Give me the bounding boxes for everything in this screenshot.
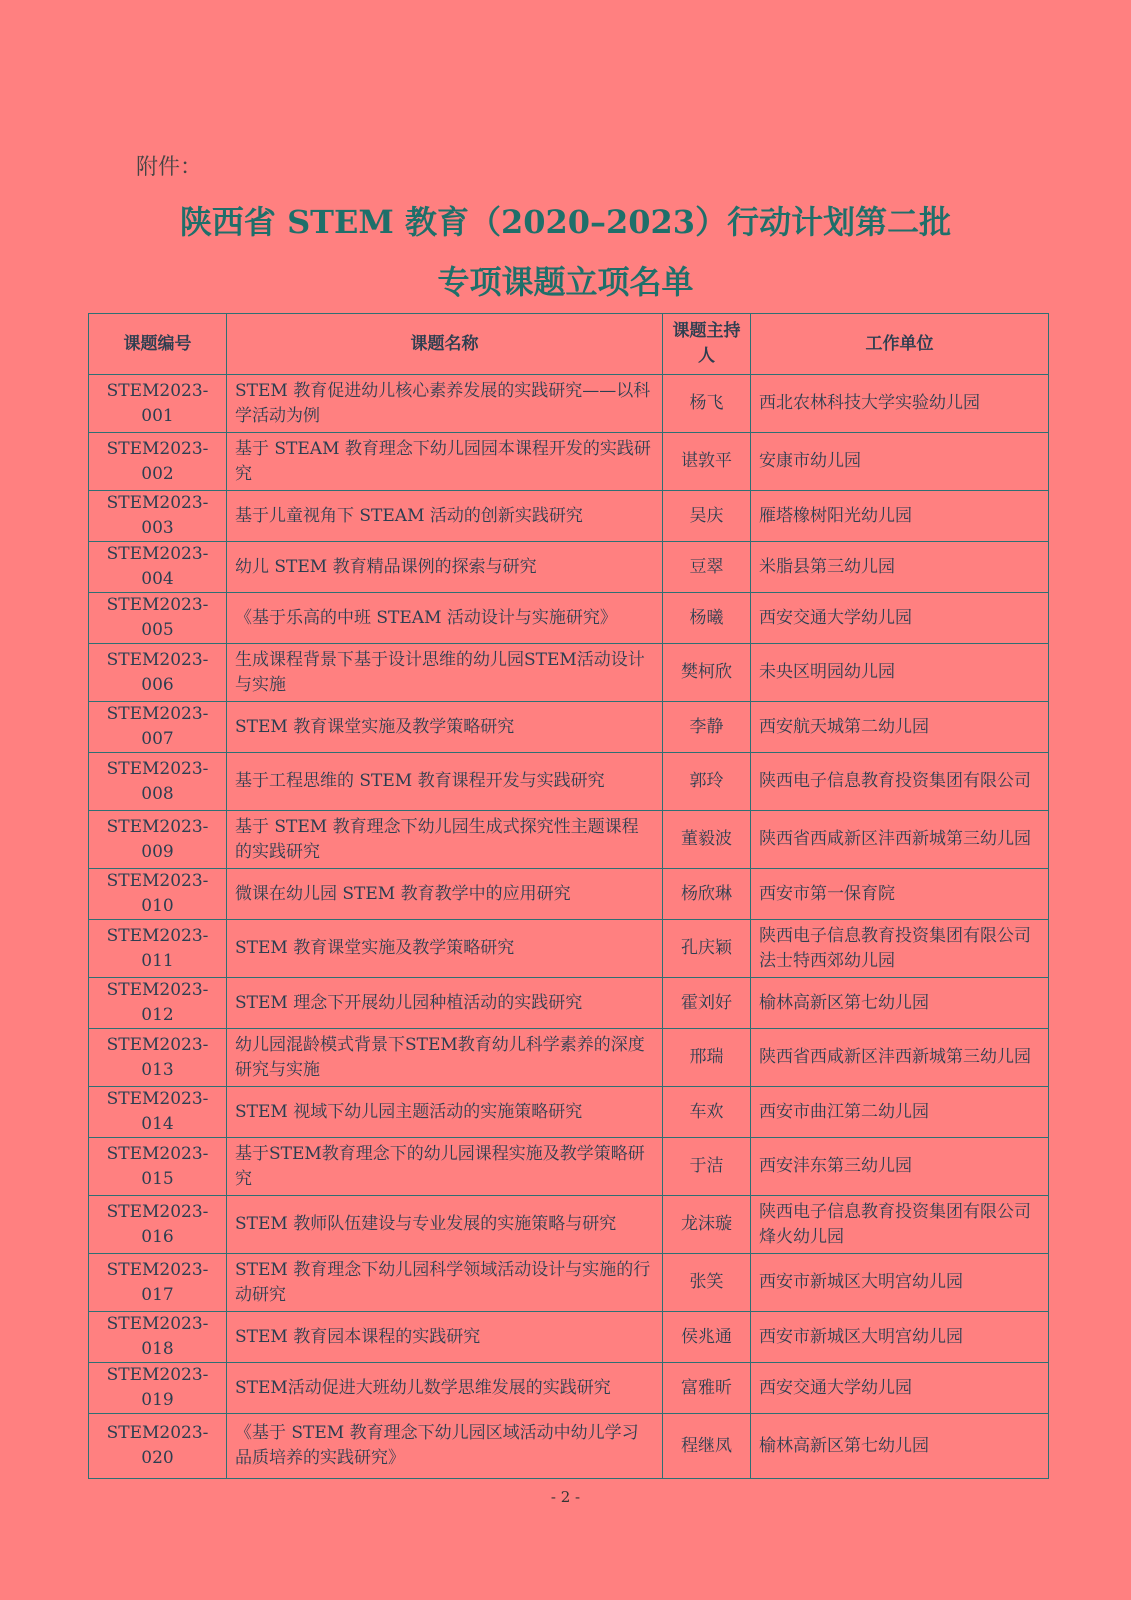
cell-host: 杨欣琳 — [663, 869, 751, 920]
cell-unit: 西安交通大学幼儿园 — [751, 593, 1049, 644]
cell-code: STEM2023-013 — [89, 1029, 227, 1087]
cell-host: 李静 — [663, 702, 751, 753]
cell-code: STEM2023-010 — [89, 869, 227, 920]
cell-unit: 米脂县第三幼儿园 — [751, 542, 1049, 593]
cell-host: 邢瑞 — [663, 1029, 751, 1087]
table-row — [89, 491, 1049, 542]
table-row — [89, 1196, 1049, 1254]
cell-host: 董毅波 — [663, 811, 751, 869]
cell-code: STEM2023-003 — [89, 491, 227, 542]
header-host: 课题主持人 — [663, 314, 751, 375]
table-row — [89, 811, 1049, 869]
table-row — [89, 920, 1049, 978]
cell-name: STEM 教育课堂实施及教学策略研究 — [227, 702, 663, 753]
cell-name: STEM 教育课堂实施及教学策略研究 — [227, 920, 663, 978]
cell-unit: 西安航天城第二幼儿园 — [751, 702, 1049, 753]
cell-code: STEM2023-011 — [89, 920, 227, 978]
cell-unit: 西安交通大学幼儿园 — [751, 1363, 1049, 1414]
cell-name: STEM 教师队伍建设与专业发展的实施策略与研究 — [227, 1196, 663, 1254]
table-row — [89, 1138, 1049, 1196]
cell-unit: 雁塔橡树阳光幼儿园 — [751, 491, 1049, 542]
cell-code: STEM2023-012 — [89, 978, 227, 1029]
cell-name: STEM 教育促进幼儿核心素养发展的实践研究——以科学活动为例 — [227, 375, 663, 433]
table-row — [89, 978, 1049, 1029]
cell-name: 基于 STEM 教育理念下幼儿园生成式探究性主题课程的实践研究 — [227, 811, 663, 869]
attachment-label: 附件： — [136, 155, 203, 180]
cell-host: 谌敦平 — [663, 433, 751, 491]
cell-name: STEM 教育理念下幼儿园科学领域活动设计与实施的行动研究 — [227, 1254, 663, 1312]
cell-host: 程继凤 — [663, 1414, 751, 1479]
cell-code: STEM2023-004 — [89, 542, 227, 593]
header-unit: 工作单位 — [751, 314, 1049, 375]
cell-host: 霍刘好 — [663, 978, 751, 1029]
cell-host: 郭玲 — [663, 753, 751, 811]
cell-host: 杨曦 — [663, 593, 751, 644]
cell-name: 基于 STEAM 教育理念下幼儿园园本课程开发的实践研究 — [227, 433, 663, 491]
table-row — [89, 644, 1049, 702]
cell-unit: 陕西省西咸新区沣西新城第三幼儿园 — [751, 811, 1049, 869]
page-number: - 2 - — [550, 1488, 581, 1506]
cell-code: STEM2023-007 — [89, 702, 227, 753]
cell-host: 车欢 — [663, 1087, 751, 1138]
cell-name: STEM活动促进大班幼儿数学思维发展的实践研究 — [227, 1363, 663, 1414]
cell-host: 张笑 — [663, 1254, 751, 1312]
table-row — [89, 1414, 1049, 1479]
cell-host: 豆翠 — [663, 542, 751, 593]
cell-code: STEM2023-008 — [89, 753, 227, 811]
cell-code: STEM2023-015 — [89, 1138, 227, 1196]
table-row — [89, 593, 1049, 644]
cell-code: STEM2023-001 — [89, 375, 227, 433]
cell-host: 于洁 — [663, 1138, 751, 1196]
cell-name: STEM 视域下幼儿园主题活动的实施策略研究 — [227, 1087, 663, 1138]
cell-code: STEM2023-006 — [89, 644, 227, 702]
cell-unit: 陕西省西咸新区沣西新城第三幼儿园 — [751, 1029, 1049, 1087]
table-row — [89, 1254, 1049, 1312]
cell-host: 杨飞 — [663, 375, 751, 433]
table-row — [89, 869, 1049, 920]
cell-name: 《基于 STEM 教育理念下幼儿园区域活动中幼儿学习品质培养的实践研究》 — [227, 1414, 663, 1479]
table-row — [89, 542, 1049, 593]
header-code: 课题编号 — [89, 314, 227, 375]
table-header-row — [89, 314, 1049, 375]
cell-code: STEM2023-017 — [89, 1254, 227, 1312]
cell-unit: 陕西电子信息教育投资集团有限公司烽火幼儿园 — [751, 1196, 1049, 1254]
cell-code: STEM2023-009 — [89, 811, 227, 869]
cell-code: STEM2023-020 — [89, 1414, 227, 1479]
cell-name: 幼儿 STEM 教育精品课例的探索与研究 — [227, 542, 663, 593]
cell-unit: 陕西电子信息教育投资集团有限公司 — [751, 753, 1049, 811]
cell-unit: 西安市新城区大明宫幼儿园 — [751, 1254, 1049, 1312]
cell-code: STEM2023-019 — [89, 1363, 227, 1414]
cell-unit: 西安市新城区大明宫幼儿园 — [751, 1312, 1049, 1363]
cell-unit: 西安市曲江第二幼儿园 — [751, 1087, 1049, 1138]
table-row — [89, 375, 1049, 433]
cell-unit: 西安沣东第三幼儿园 — [751, 1138, 1049, 1196]
cell-unit: 安康市幼儿园 — [751, 433, 1049, 491]
cell-name: 幼儿园混龄模式背景下STEM教育幼儿科学素养的深度研究与实施 — [227, 1029, 663, 1087]
cell-unit: 西安市第一保育院 — [751, 869, 1049, 920]
cell-unit: 西北农林科技大学实验幼儿园 — [751, 375, 1049, 433]
cell-unit: 未央区明园幼儿园 — [751, 644, 1049, 702]
cell-name: STEM 理念下开展幼儿园种植活动的实践研究 — [227, 978, 663, 1029]
table-row — [89, 702, 1049, 753]
header-name: 课题名称 — [227, 314, 663, 375]
table-row — [89, 1363, 1049, 1414]
cell-name: 微课在幼儿园 STEM 教育教学中的应用研究 — [227, 869, 663, 920]
cell-name: 生成课程背景下基于设计思维的幼儿园STEM活动设计与实施 — [227, 644, 663, 702]
cell-code: STEM2023-016 — [89, 1196, 227, 1254]
table-row — [89, 753, 1049, 811]
cell-unit: 榆林高新区第七幼儿园 — [751, 1414, 1049, 1479]
page-title: 陕西省 STEM 教育（2020–2023）行动计划第二批 — [179, 203, 952, 241]
cell-name: 基于工程思维的 STEM 教育课程开发与实践研究 — [227, 753, 663, 811]
cell-name: 基于STEM教育理念下的幼儿园课程实施及教学策略研究 — [227, 1138, 663, 1196]
cell-name: 《基于乐高的中班 STEAM 活动设计与实施研究》 — [227, 593, 663, 644]
cell-code: STEM2023-005 — [89, 593, 227, 644]
cell-unit: 榆林高新区第七幼儿园 — [751, 978, 1049, 1029]
cell-code: STEM2023-002 — [89, 433, 227, 491]
cell-host: 樊柯欣 — [663, 644, 751, 702]
table-row — [89, 433, 1049, 491]
cell-name: 基于儿童视角下 STEAM 活动的创新实践研究 — [227, 491, 663, 542]
page-subtitle: 专项课题立项名单 — [437, 263, 694, 301]
cell-unit: 陕西电子信息教育投资集团有限公司法士特西郊幼儿园 — [751, 920, 1049, 978]
cell-host: 侯兆通 — [663, 1312, 751, 1363]
project-list-table — [88, 313, 1049, 1479]
table-row — [89, 1087, 1049, 1138]
cell-name: STEM 教育园本课程的实践研究 — [227, 1312, 663, 1363]
table-row — [89, 1029, 1049, 1087]
cell-host: 孔庆颖 — [663, 920, 751, 978]
cell-code: STEM2023-018 — [89, 1312, 227, 1363]
cell-host: 吴庆 — [663, 491, 751, 542]
table-row — [89, 1312, 1049, 1363]
cell-host: 龙沫璇 — [663, 1196, 751, 1254]
cell-host: 富雅昕 — [663, 1363, 751, 1414]
cell-code: STEM2023-014 — [89, 1087, 227, 1138]
